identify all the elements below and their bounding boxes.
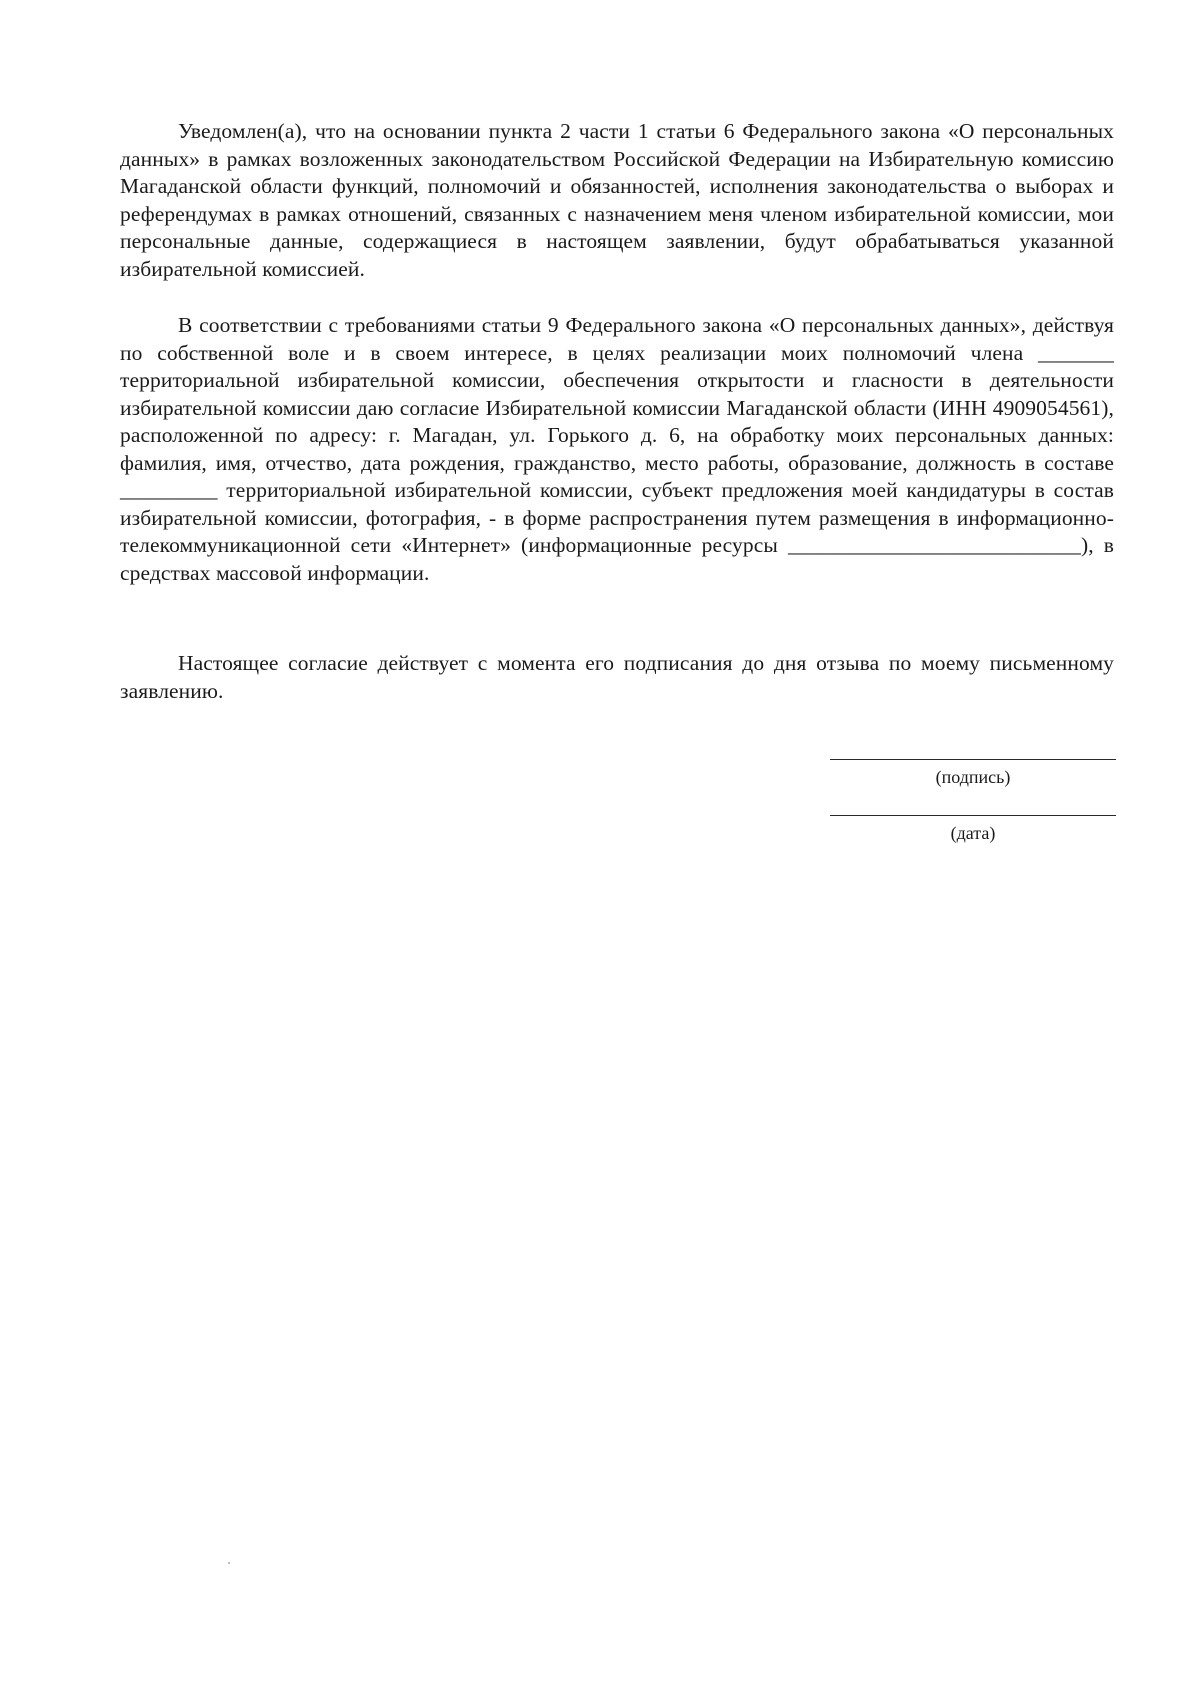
signature-line <box>830 759 1116 760</box>
date-line <box>830 815 1116 816</box>
consent-paragraph: В соответствии с требованиями статьи 9 Федерального закона «О персональных данных», действуя по собственной воле и в своем интересе, в целях реализации моих полномочий члена _______ территориальной избирательной комиссии, обеспечения открытости и гласности в деятельности избирательной комиссии даю согласие Избирательной комиссии Магаданской области (ИНН 4909054561), расположенной по адресу: г. Магадан, ул. Горького д. 6, на обработку моих персональных данных: фамилия, имя, отчество, дата рождения, гражданство, место работы, образование, должность в составе _________ территориальной избирательной комиссии, субъект предложения моей кандидатуры в состав избирательной комиссии, фотография, - в форме распространения путем размещения в информационно-телекоммуникационной сети «Интернет» (информационные ресурсы ___________________________), в средствах массовой информации. <box>120 313 1114 585</box>
date-caption: (дата) <box>950 823 996 843</box>
scan-artifact <box>228 1562 230 1564</box>
signature-caption: (подпись) <box>935 767 1011 787</box>
validity-paragraph: Настоящее согласие действует с момента его подписания до дня отзыва по моему письменному заявлению. <box>120 651 1114 703</box>
notice-paragraph: Уведомлен(а), что на основании пункта 2 части 1 статьи 6 Федерального закона «О персональных данных» в рамках возложенных законодательством Российской Федерации на Избирательную комиссию Магаданской области функций, полномочий и обязанностей, исполнения законодательства о выборах и референдумах в рамках отношений, связанных с назначением меня членом избирательной комиссии, мои персональные данные, содержащиеся в настоящем заявлении, будут обрабатываться указанной избирательной комиссией. <box>120 119 1114 281</box>
